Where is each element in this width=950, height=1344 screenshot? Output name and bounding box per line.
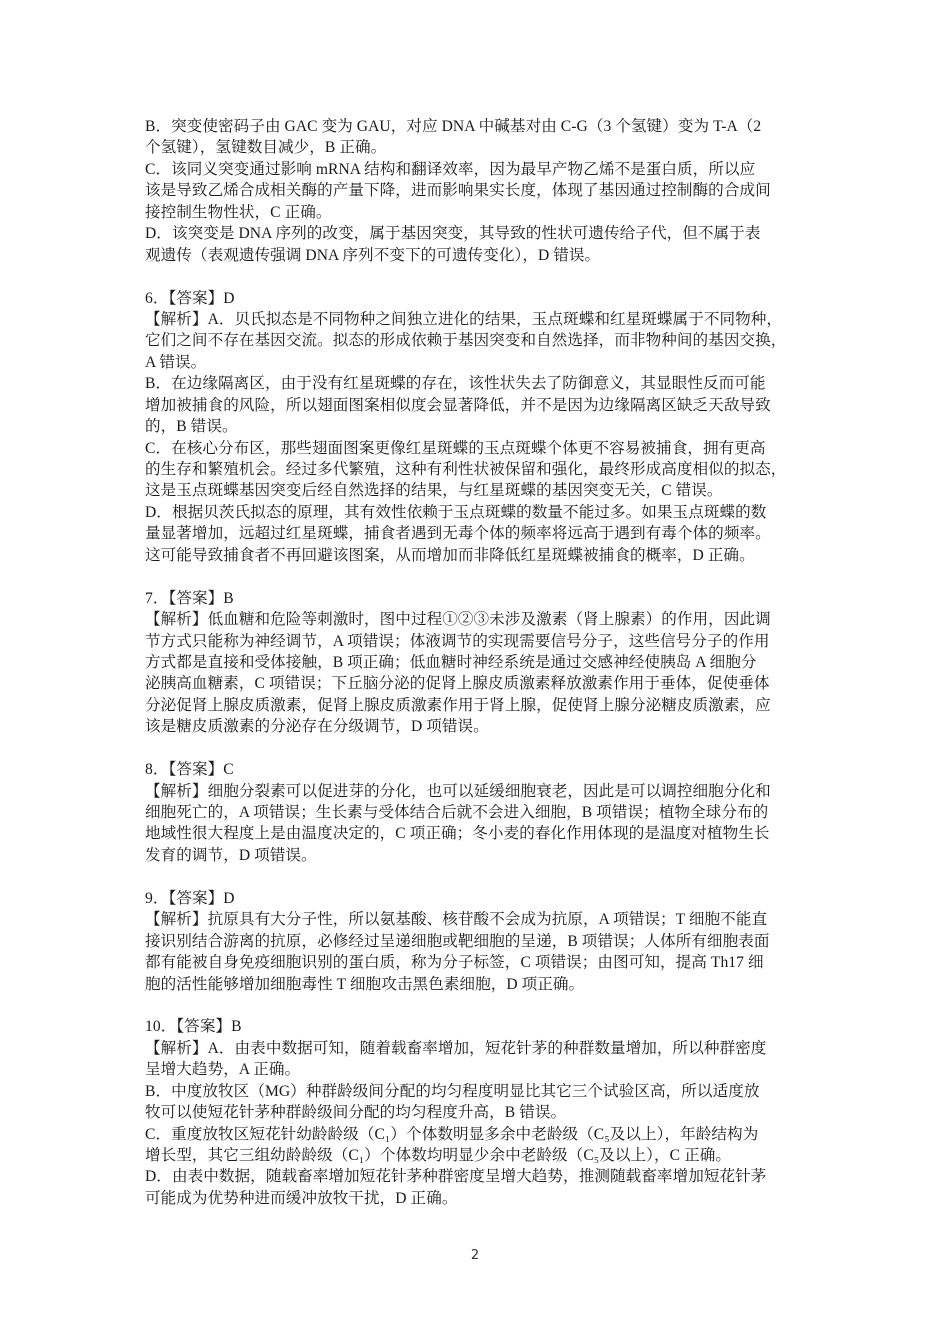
text-line: C．该同义突变通过影响 mRNA 结构和翻译效率，因为最早产物乙烯不是蛋白质，所以应 xyxy=(145,160,756,178)
text-line: D．由表中数据，随载畜率增加短花针茅种群密度呈增大趋势，推测随载畜率增加短花针茅 xyxy=(145,1168,767,1186)
answer-block-q7 xyxy=(145,588,807,738)
paragraph-spacer xyxy=(145,266,807,287)
text-line: 【解析】低血糖和危险等刺激时，图中过程①②③未涉及激素（肾上腺素）的作用，因此调 xyxy=(145,611,771,629)
answer-heading: 6．【答案】D xyxy=(145,289,235,307)
text-line: 的生存和繁殖机会。经过多代繁殖，这种有利性状被保留和强化，最终形成高度相似的拟态， xyxy=(145,461,787,478)
answer-heading: 8．【答案】C xyxy=(145,761,234,779)
text-line: 都有能被自身免疫细胞识别的蛋白质，称为分子标签，C 项错误；由图可知，提高 Th17 细 xyxy=(145,954,764,972)
text-line: B．突变使密码子由 GAC 变为 GAU，对应 DNA 中碱基对由 C-G（3 个氢键）变为 T-A（2 xyxy=(145,118,762,135)
answer-block-q9 xyxy=(145,888,807,995)
text-line: 它们之间不存在基因交流。拟态的形成依赖于基因突变和自然选择，而非物种间的基因交换， xyxy=(145,332,787,350)
document-page xyxy=(145,116,807,1209)
text-line: 个氢键），氢键数目减少，B 正确。 xyxy=(145,139,387,157)
text-line: 牧可以使短花针茅种群龄级间分配的均匀程度升高，B 错误。 xyxy=(145,1104,567,1122)
answer-heading: 9．【答案】D xyxy=(145,889,235,907)
text-line: C．在核心分布区，那些翅面图案更像红星斑蝶的玉点斑蝶个体更不容易被捕食，拥有更高 xyxy=(145,439,766,457)
text-line: 【解析】A．由表中数据可知，随着载畜率增加，短花针茅的种群数量增加，所以种群密度 xyxy=(145,1039,767,1057)
text-line: 接识别结合游离的抗原，必修经过呈递细胞或靶细胞的呈递，B 项错误；人体所有细胞表面 xyxy=(145,932,770,950)
text-line: 量显著增加，远超过红星斑蝶，捕食者遇到无毒个体的频率将远高于遇到有毒个体的频率。 xyxy=(145,525,771,543)
text-line: B．在边缘隔离区，由于没有红星斑蝶的存在，该性状失去了防御意义，其显眼性反而可能 xyxy=(145,375,766,393)
text-line: C．重度放牧区短花针幼龄龄级（C₁）个体数明显多余中老龄级（C₅及以上），年龄结构为 xyxy=(145,1125,759,1143)
paragraph-spacer xyxy=(145,566,807,587)
text-line: 这可能导致捕食者不再回避该图案，从而增加而非降低红星斑蝶被捕食的概率，D 正确。 xyxy=(145,546,755,564)
text-line: 地域性很大程度上是由温度决定的，C 项正确；冬小麦的春化作用体现的是温度对植物生长 xyxy=(145,825,770,843)
text-line: 【解析】细胞分裂素可以促进芽的分化，也可以延缓细胞衰老，因此是可以调控细胞分化和 xyxy=(145,782,771,800)
text-line: 细胞死亡的，A 项错误；生长素与受体结合后就不会进入细胞，B 项错误；植物全球分布的 xyxy=(145,804,769,821)
text-line: 接控制生物性状，C 正确。 xyxy=(145,203,332,221)
answer-block-q10 xyxy=(145,1016,807,1209)
text-line: 【解析】抗原具有大分子性，所以氨基酸、核苷酸不会成为抗原，A 项错误；T 细胞不能直 xyxy=(145,911,768,929)
text-line: 的，B 错误。 xyxy=(145,418,238,436)
text-line: B．中度放牧区（MG）种群龄级间分配的均匀程度明显比其它三个试验区高，所以适度放 xyxy=(145,1082,760,1100)
text-line: 方式都是直接和受体接触，B 项正确；低血糖时神经系统是通过交感神经使胰岛 A 细胞分 xyxy=(145,653,757,671)
text-line: 泌胰高血糖素，C 项错误；下丘脑分泌的促肾上腺皮质激素释放激素作用于垂体，促使垂体 xyxy=(145,675,770,693)
text-line: 这是玉点斑蝶基因突变后经自然选择的结果，与红星斑蝶的基因突变无关，C 错误。 xyxy=(145,482,723,500)
text-line: A 错误。 xyxy=(145,353,207,371)
text-line: 该是糖皮质激素的分泌存在分级调节，D 项错误。 xyxy=(145,718,489,736)
text-line: 胞的活性能够增加细胞毒性 T 细胞攻击黑色素细胞，D 项正确。 xyxy=(145,975,585,993)
text-line: 观遗传（表观遗传强调 DNA 序列不变下的可遗传变化），D 错误。 xyxy=(145,246,601,264)
text-line: 该是导致乙烯合成相关酶的产量下降，进而影响果实长度，体现了基因通过控制酶的合成间 xyxy=(145,182,771,200)
text-line: 增长型，其它三组幼龄龄级（C₁）个体数均明显少余中老龄级（C₅及以上），C 正确。 xyxy=(145,1147,732,1164)
text-line: D．该突变是 DNA 序列的改变，属于基因突变，其导致的性状可遗传给子代，但不属于表 xyxy=(145,225,761,243)
answer-heading: 7．【答案】B xyxy=(145,589,234,607)
text-line: 【解析】A．贝氏拟态是不同物种之间独立进化的结果，玉点斑蝶和红星斑蝶属于不同物种， xyxy=(145,310,783,328)
text-line: 呈增大趋势，A 正确。 xyxy=(145,1061,301,1079)
text-line: 发育的调节，D 项错误。 xyxy=(145,846,317,864)
answer-block-q5-continued xyxy=(145,116,807,266)
text-line: 增加被捕食的风险，所以翅面图案相似度会显著降低，并不是因为边缘隔离区缺乏天敌导致 xyxy=(145,396,771,414)
answer-block-q6 xyxy=(145,288,807,567)
paragraph-spacer xyxy=(145,866,807,887)
page-number: 2 xyxy=(470,1248,480,1263)
paragraph-spacer xyxy=(145,995,807,1016)
paragraph-spacer xyxy=(145,738,807,759)
text-line: 节方式只能称为神经调节，A 项错误；体液调节的实现需要信号分子，这些信号分子的作用 xyxy=(145,632,770,650)
text-line: D．根据贝茨氏拟态的原理，其有效性依赖于玉点斑蝶的数量不能过多。如果玉点斑蝶的数 xyxy=(145,503,767,521)
answer-heading: 10．【答案】B xyxy=(145,1018,242,1036)
answer-block-q8 xyxy=(145,759,807,866)
text-line: 可能成为优势种进而缓冲放牧干扰，D 正确。 xyxy=(145,1189,458,1207)
text-line: 分泌促肾上腺皮质激素，促肾上腺皮质激素作用于肾上腺，促使肾上腺分泌糖皮质激素，应 xyxy=(145,696,771,714)
